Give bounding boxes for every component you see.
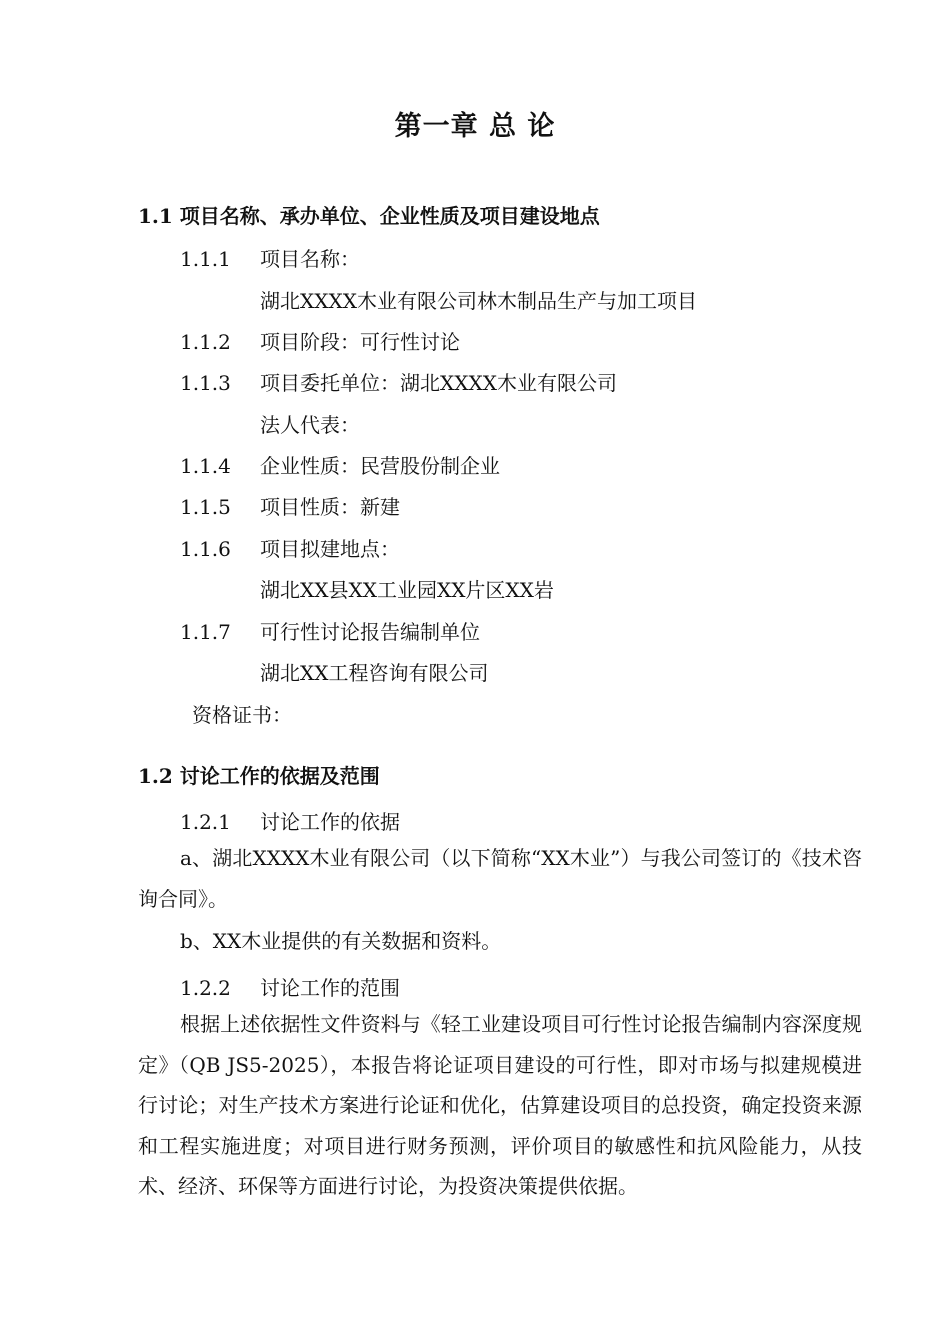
section-1-1-heading: 1.1 项目名称、承办单位、企业性质及项目建设地点 xyxy=(138,204,600,228)
paragraph-text: a、湖北XXXX木业有限公司（以下简称“XX木业”）与我公司签订的《技术咨询合同》。 xyxy=(138,846,862,911)
item-text: 项目阶段：可行性讨论 xyxy=(260,330,460,354)
item-number: 1.1.7 xyxy=(180,620,231,644)
paragraph-text: 根据上述依据性文件资料与《轻工业建设项目可行性讨论报告编制内容深度规定》（QB JS5-2025），本报告将论证项目建设的可行性，即对市场与拟建规模进行讨论；对生产技术方案进行论证和优化，估算建设项目的总投资，确定投资来源和工程实施进度；对项目进行财务预测，评价项目的敏感性和抗风险能力，从技术、经济、环保等方面进行讨论，为投资决策提供依据。 xyxy=(138,1012,862,1198)
report-compiler-value: 湖北XX工程咨询有限公司 xyxy=(260,661,489,685)
scope-paragraph xyxy=(138,1004,862,1207)
item-1-1-7 xyxy=(180,616,480,645)
item-text: 项目拟建地点： xyxy=(260,537,400,561)
item-text: 企业性质：民营股份制企业 xyxy=(260,454,500,478)
project-location-value: 湖北XX县XX工业园XX片区XX岩 xyxy=(260,578,554,602)
item-1-1-6 xyxy=(180,533,400,562)
item-1-1-4 xyxy=(180,450,500,479)
item-number: 1.1.6 xyxy=(180,537,231,561)
project-name-value: 湖北XXXX木业有限公司林木制品生产与加工项目 xyxy=(260,289,697,313)
item-1-2-1 xyxy=(180,806,400,835)
item-1-2-2 xyxy=(180,972,400,1001)
legal-representative: 法人代表： xyxy=(260,413,360,437)
item-text: 讨论工作的依据 xyxy=(260,810,400,834)
qualification-certificate: 资格证书： xyxy=(192,703,292,727)
item-1-1-2 xyxy=(180,326,460,355)
item-number: 1.1.4 xyxy=(180,454,231,478)
item-1-1-5 xyxy=(180,491,400,520)
paragraph-text: b、XX木业提供的有关数据和资料。 xyxy=(180,929,502,953)
item-number: 1.1.3 xyxy=(180,371,231,395)
item-number: 1.2.1 xyxy=(180,810,231,834)
item-text: 项目委托单位：湖北XXXX木业有限公司 xyxy=(260,371,617,395)
item-number: 1.1.1 xyxy=(180,247,231,271)
basis-paragraph-a xyxy=(138,838,862,919)
item-text: 项目性质：新建 xyxy=(260,495,400,519)
item-number: 1.2.2 xyxy=(180,976,231,1000)
item-number: 1.1.5 xyxy=(180,495,231,519)
section-1-2-heading: 1.2 讨论工作的依据及范围 xyxy=(138,764,380,788)
item-text: 可行性讨论报告编制单位 xyxy=(260,620,480,644)
item-text: 项目名称： xyxy=(260,247,360,271)
item-1-1-3 xyxy=(180,367,617,396)
basis-paragraph-b xyxy=(138,921,862,962)
item-text: 讨论工作的范围 xyxy=(260,976,400,1000)
chapter-title: 第一章 总 论 xyxy=(394,111,556,142)
item-1-1-1 xyxy=(180,243,360,272)
item-number: 1.1.2 xyxy=(180,330,231,354)
